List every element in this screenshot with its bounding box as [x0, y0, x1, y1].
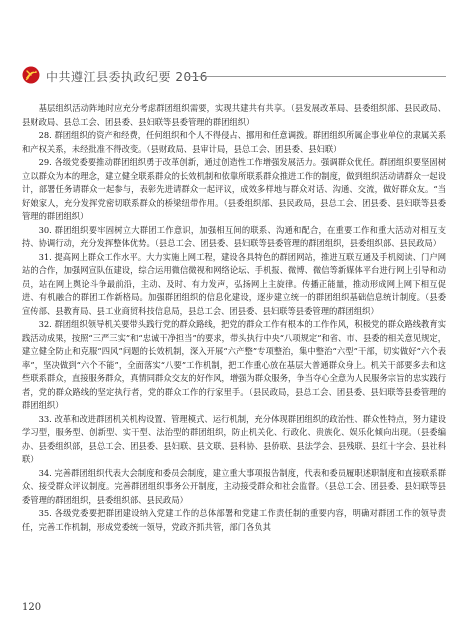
- running-header: [22, 66, 446, 88]
- paragraph: 基层组织活动阵地时应充分考虑群团组织需要，实现共建共有共享。（县发展改革局、县委组织部、县民政局、县财政局、县总工会、团县委、县妇联等县委管理的群团组织）: [22, 103, 446, 127]
- paragraph: 35. 各级党委要把群团建设纳入党建工作的总体部署和党建工作责任制的重要内容，明确对群团工作的领导责任，完善工作机制，形成党委统一领导，党政齐抓共管，部门各负其: [22, 508, 446, 532]
- party-emblem-icon: [22, 66, 40, 84]
- paragraph: 34. 完善群团组织代表大会制度和委员会制度，建立重大事项报告制度，代表和委员履职述职制度和直接联系群众、接受群众评议制度。完善群团组织事务公开制度，主动接受群众和社会监督。（县总工会、团县委、县妇联等县委管理的群团组织，县委组织部、县民政局）: [22, 467, 446, 505]
- paragraph: 32. 群团组织领导机关要带头践行党的群众路线，把党的群众工作有根本的工作作风，积极党的群众路线教育实践活动成果，按照“三严三实”和“忠诚干净担当”的要求，带头执行中央“八项规定”和省、市、县委的相关意见规定，建立健全防止和克服“四风”问题的长效机制，深入开展“六产整”专项整治，集中整治“六型”干部，切实做好“六个表率”，坚决做到“六个不能”，全面落实“八要”工作机制，把工作重心放在基层大普通群众身上。机关干部要多去和这些联系群众，直接服务群众，真情同群众交友的好作风，增强为群众服务，争当夺心全意为人民服务宗旨的忠实践行者，党的群众路线的坚定执行者，党的群众工作的行家里手。（县民政局，县总工会、团县委、县妇联等县委管理的群团组织）: [22, 319, 446, 410]
- paragraph: 29. 各级党委要推动群团组织勇于改革创新，通过创造性工作增强发展活力。强调群众优任。群团组织要坚固树立以群众为本的理念，建立健全联系群众的长效机制和依靠所联系群众推进工作的制度，做到组织活动请群众一起设计，部署任务请群众一起参与，表彰先进请群众一起评议，成效多样地与群众对话、沟通、交流，做好群众友。“当好娘家人，充分发挥党密切联系群众的桥梁纽带作用。（县委组织部、县民政局，县总工会、团县委、县妇联等县委管理的群团组织）: [22, 157, 446, 221]
- paragraph: 30. 群团组织要牢固树立大群团工作意识，加强相互间的联系、沟通和配合，在重要工作和重大活动对相互支持、协调行动，充分发挥整体优势。（县总工会、团县委、县妇联等县委管理的群团组织，县委组织部、县民政局）: [22, 224, 446, 248]
- paragraph: 28. 群团组织的资产和经费，任何组织和个人不得侵占、挪用和任意调拨。群团组织所属企事业单位的隶属关系和产权关系，未经批准不得改变。（县财政局、县审计局，县总工会、团县委、县妇联）: [22, 130, 446, 154]
- header-divider: [186, 76, 446, 77]
- header-title: 中共遵江县委执政纪要 2016: [46, 70, 208, 84]
- document-body: [22, 102, 446, 534]
- paragraph: 33. 改革和改进群团机关机构设置、管理模式、运行机制，充分体现群团组织的政治性、群众性特点，努力建设学习型，服务型、创新型、实干型、法治型的群团组织，防止机关化、行政化、贵族化、娱乐化倾向出现。（县委编办、县委组织部，县总工会、团县委、县妇联、县文联、县科协、县侨联、县法学会、县残联、县红十字会、县社科联）: [22, 413, 446, 464]
- paragraph: 31. 提高网上群众工作水平。大力实施上网工程，建设各具特色的群团网站，推进互联互通及手机阅读、门户网站的合作，加强网宣队伍建设，综合运用微信微视和网络论坛、手机报、微博、微信等新媒体平台进行网上引导和动员，站在网上舆论斗争最前沿，主动、及时、有力发声，弘扬网上主旋律。传播正能量，推动形成网上网下相互促进、有机融合的群团工作新格局。加强群团组织的信息化建设，逐步建立统一的群团组织基础信息统计制度。（县委宣传部、县教育局、县工业商贸科技信息局，县总工会、团县委、县妇联等县委管理的群团组织）: [22, 251, 446, 316]
- page-number: 120: [22, 602, 42, 613]
